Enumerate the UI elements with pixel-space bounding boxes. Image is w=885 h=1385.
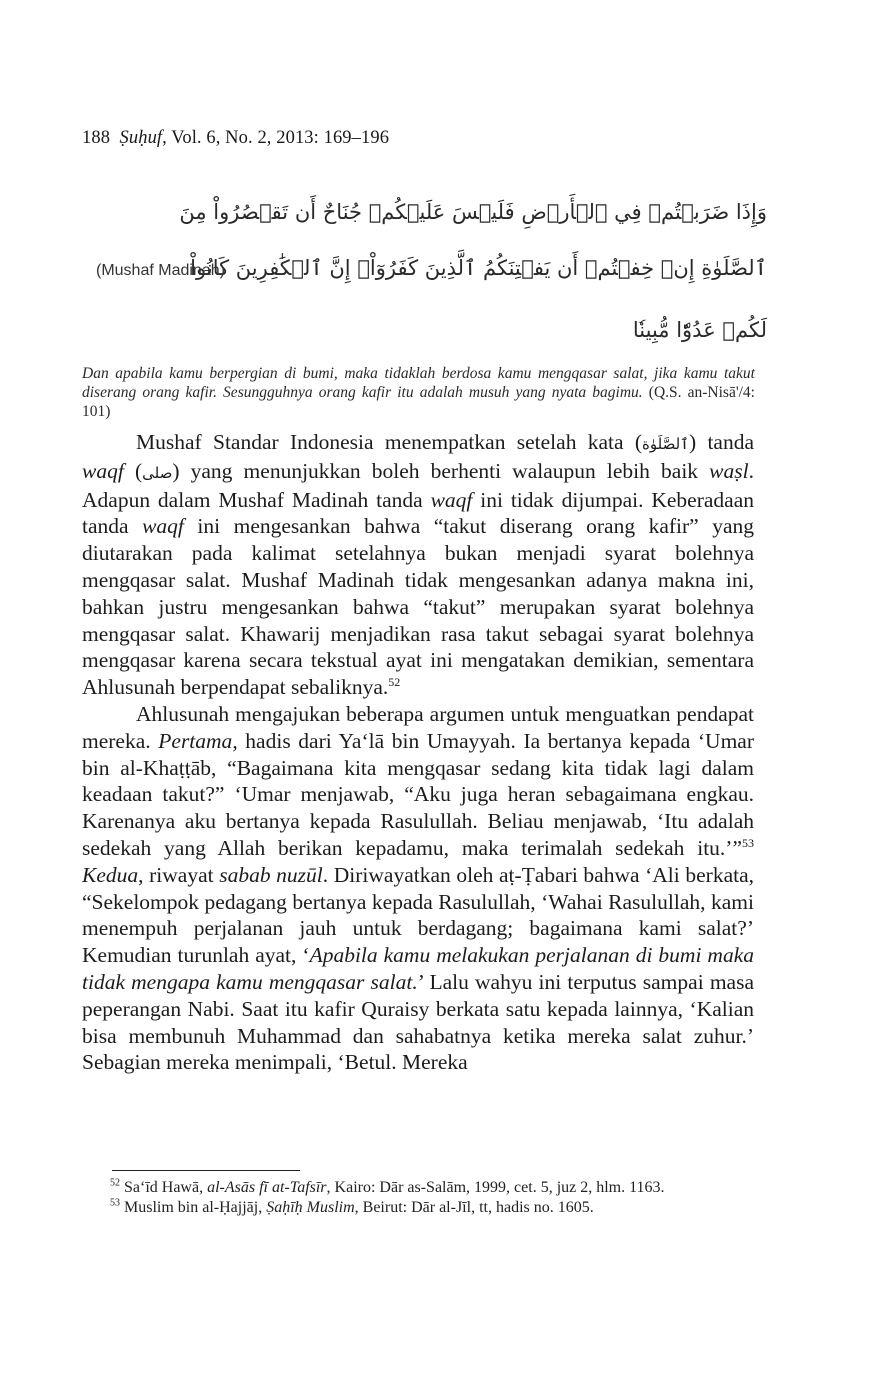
text-run: ) tanda	[688, 430, 755, 454]
term-waqf: waqf	[430, 487, 473, 512]
footnote-number: 53	[110, 1197, 120, 1209]
paragraph-1	[82, 429, 754, 701]
term-waqf: waqf	[82, 458, 124, 483]
text-run: ini tidak dijumpai. Keberadaan tanda	[82, 487, 754, 539]
verse-line-1: وَإِذَا ضَرَبۡتُمۡ فِي ٱلۡأَرۡضِ فَلَيۡسَ عَلَيۡكُمۡ جُنَاحٌ أَن تَقۡصُرُواْ مِنَ	[179, 200, 767, 224]
term-waqf: waqf	[142, 514, 184, 539]
footnote-details: , Kairo: Dār as-Salām, 1999, cet. 5, juz 2, hlm. 1163.	[326, 1179, 665, 1196]
footnote-author: Sa‘īd Hawā,	[124, 1179, 208, 1196]
text-run: ’ Lalu wahyu ini terputus sampai masa peperangan Nabi. Saat itu kafir Quraisy berkata satu kepada lainnya, ‘Kalian bisa membunuh Muhammad dan sahabatnya ketika mereka salat zuhur.’ Sebagian mereka menimpali, ‘Betul. Mereka	[82, 969, 754, 1075]
journal-citation: , Vol. 6, No. 2, 2013: 169–196	[162, 128, 390, 148]
footnote-53	[82, 1198, 754, 1218]
term-wasl: waṣl	[709, 458, 749, 483]
footnote-number: 52	[110, 1177, 120, 1189]
footnote-ref-53[interactable]: 53	[742, 835, 754, 850]
verse-line-3: لَكُمۡ عَدُوّٗا مُّبِينٗا	[632, 318, 767, 342]
footnote-author: Muslim bin al-Ḥajjāj,	[124, 1199, 267, 1216]
text-run: . Adapun dalam Mushaf Madinah tanda	[82, 458, 754, 512]
text-run: (	[123, 458, 143, 483]
text-run: , riwayat	[138, 862, 220, 887]
term-sabab-nuzul: sabab nuzūl	[219, 862, 323, 887]
text-run: . Diriwayatkan oleh aṭ-Ṭabari bahwa ‘Ali berkata, “Sekelompok pedagang bertanya kepada Rasulullah, ‘Wahai Rasulullah, kami menempuh perjalanan jauh untuk berdagang; bagaimana kami salat?’ Kemudian turunlah ayat, ‘	[82, 862, 754, 968]
term-kedua: Kedua	[82, 862, 139, 887]
translation-text: Dan apabila kamu berpergian di bumi, maka tidaklah berdosa kamu mengqasar salat, jika kamu takut diserang orang kafir. Sesungguhnya orang kafir itu adalah musuh yang nyata bagimu.	[82, 365, 755, 401]
waqf-sign: صلى	[142, 463, 173, 482]
verse-translation	[82, 364, 755, 421]
verse-reference: (Q.S. an-Nisā'/4: 101)	[82, 384, 755, 420]
footnote-title: al-Asās fī at-Tafsīr	[207, 1179, 327, 1196]
arabic-word-salat: ٱلصَّلَوٰة	[642, 435, 689, 453]
text-run: ini mengesankan bahwa “takut diserang orang kafir” yang diutarakan pada kalimat setelahnya bukan menjadi syarat bolehnya mengqasar salat. Mushaf Madinah tidak mengesankan adanya makna ini, bahkan justru mengesankan bahwa “takut” merupakan syarat bolehnya mengqasar salat. Khawarij menjadikan rasa takut sebagai syarat bolehnya mengqasar karena secara tekstual ayat ini mengatakan demikian, sementara Ahlusunah berpendapat sebaliknya.	[82, 514, 755, 700]
text-run: Ahlusunah mengajukan beberapa argumen untuk menguatkan pendapat mereka.	[82, 701, 754, 753]
footnote-52	[82, 1178, 754, 1198]
mushaf-source-label: (Mushaf Madinah)	[96, 262, 225, 279]
verse-line-2: ٱلصَّلَوٰةِ إِنۡ خِفۡتُمۡ أَن يَفۡتِنَكُمُ ٱلَّذِينَ كَفَرُوٓاْۚ إِنَّ ٱلۡكَٰفِرِينَ كَانُواْ	[190, 256, 767, 280]
footnote-title: Ṣaḥīḥ Muslim	[266, 1199, 355, 1216]
paragraph-2	[82, 701, 754, 1076]
text-run: ) yang menunjukkan boleh berhenti walaupun lebih baik	[172, 458, 710, 483]
body-text	[82, 429, 754, 1076]
term-pertama: Pertama	[158, 728, 233, 753]
journal-name: Ṣuḥuf	[119, 128, 163, 148]
footnote-divider	[112, 1170, 300, 1171]
footnote-ref-52[interactable]: 52	[388, 675, 401, 690]
footnote-details: , Beirut: Dār al-Jīl, tt, hadis no. 1605.	[354, 1199, 594, 1216]
running-header	[82, 128, 389, 149]
footnotes	[82, 1178, 754, 1218]
text-run: , hadis dari Ya‘lā bin Umayyah. Ia bertanya kepada ‘Umar bin al-Khaṭṭāb, “Bagaimana kita mengqasar sedang kita tidak lagi dalam keadaan takut?” ‘Umar menjawab, “Aku juga heran sebagaimana engkau. Karenanya aku bertanya kepada Rasulullah. Beliau menjawab, ‘Itu adalah sedekah yang Allah berikan kepadamu, maka terimalah sedekah itu.’”	[82, 728, 754, 860]
quoted-verse: Apabila kamu melakukan perjalanan di bumi maka tidak mengapa kamu mengqasar salat.	[82, 943, 754, 994]
text-run: Mushaf Standar Indonesia menempatkan setelah kata (	[136, 430, 643, 454]
page-number: 188	[82, 128, 111, 148]
